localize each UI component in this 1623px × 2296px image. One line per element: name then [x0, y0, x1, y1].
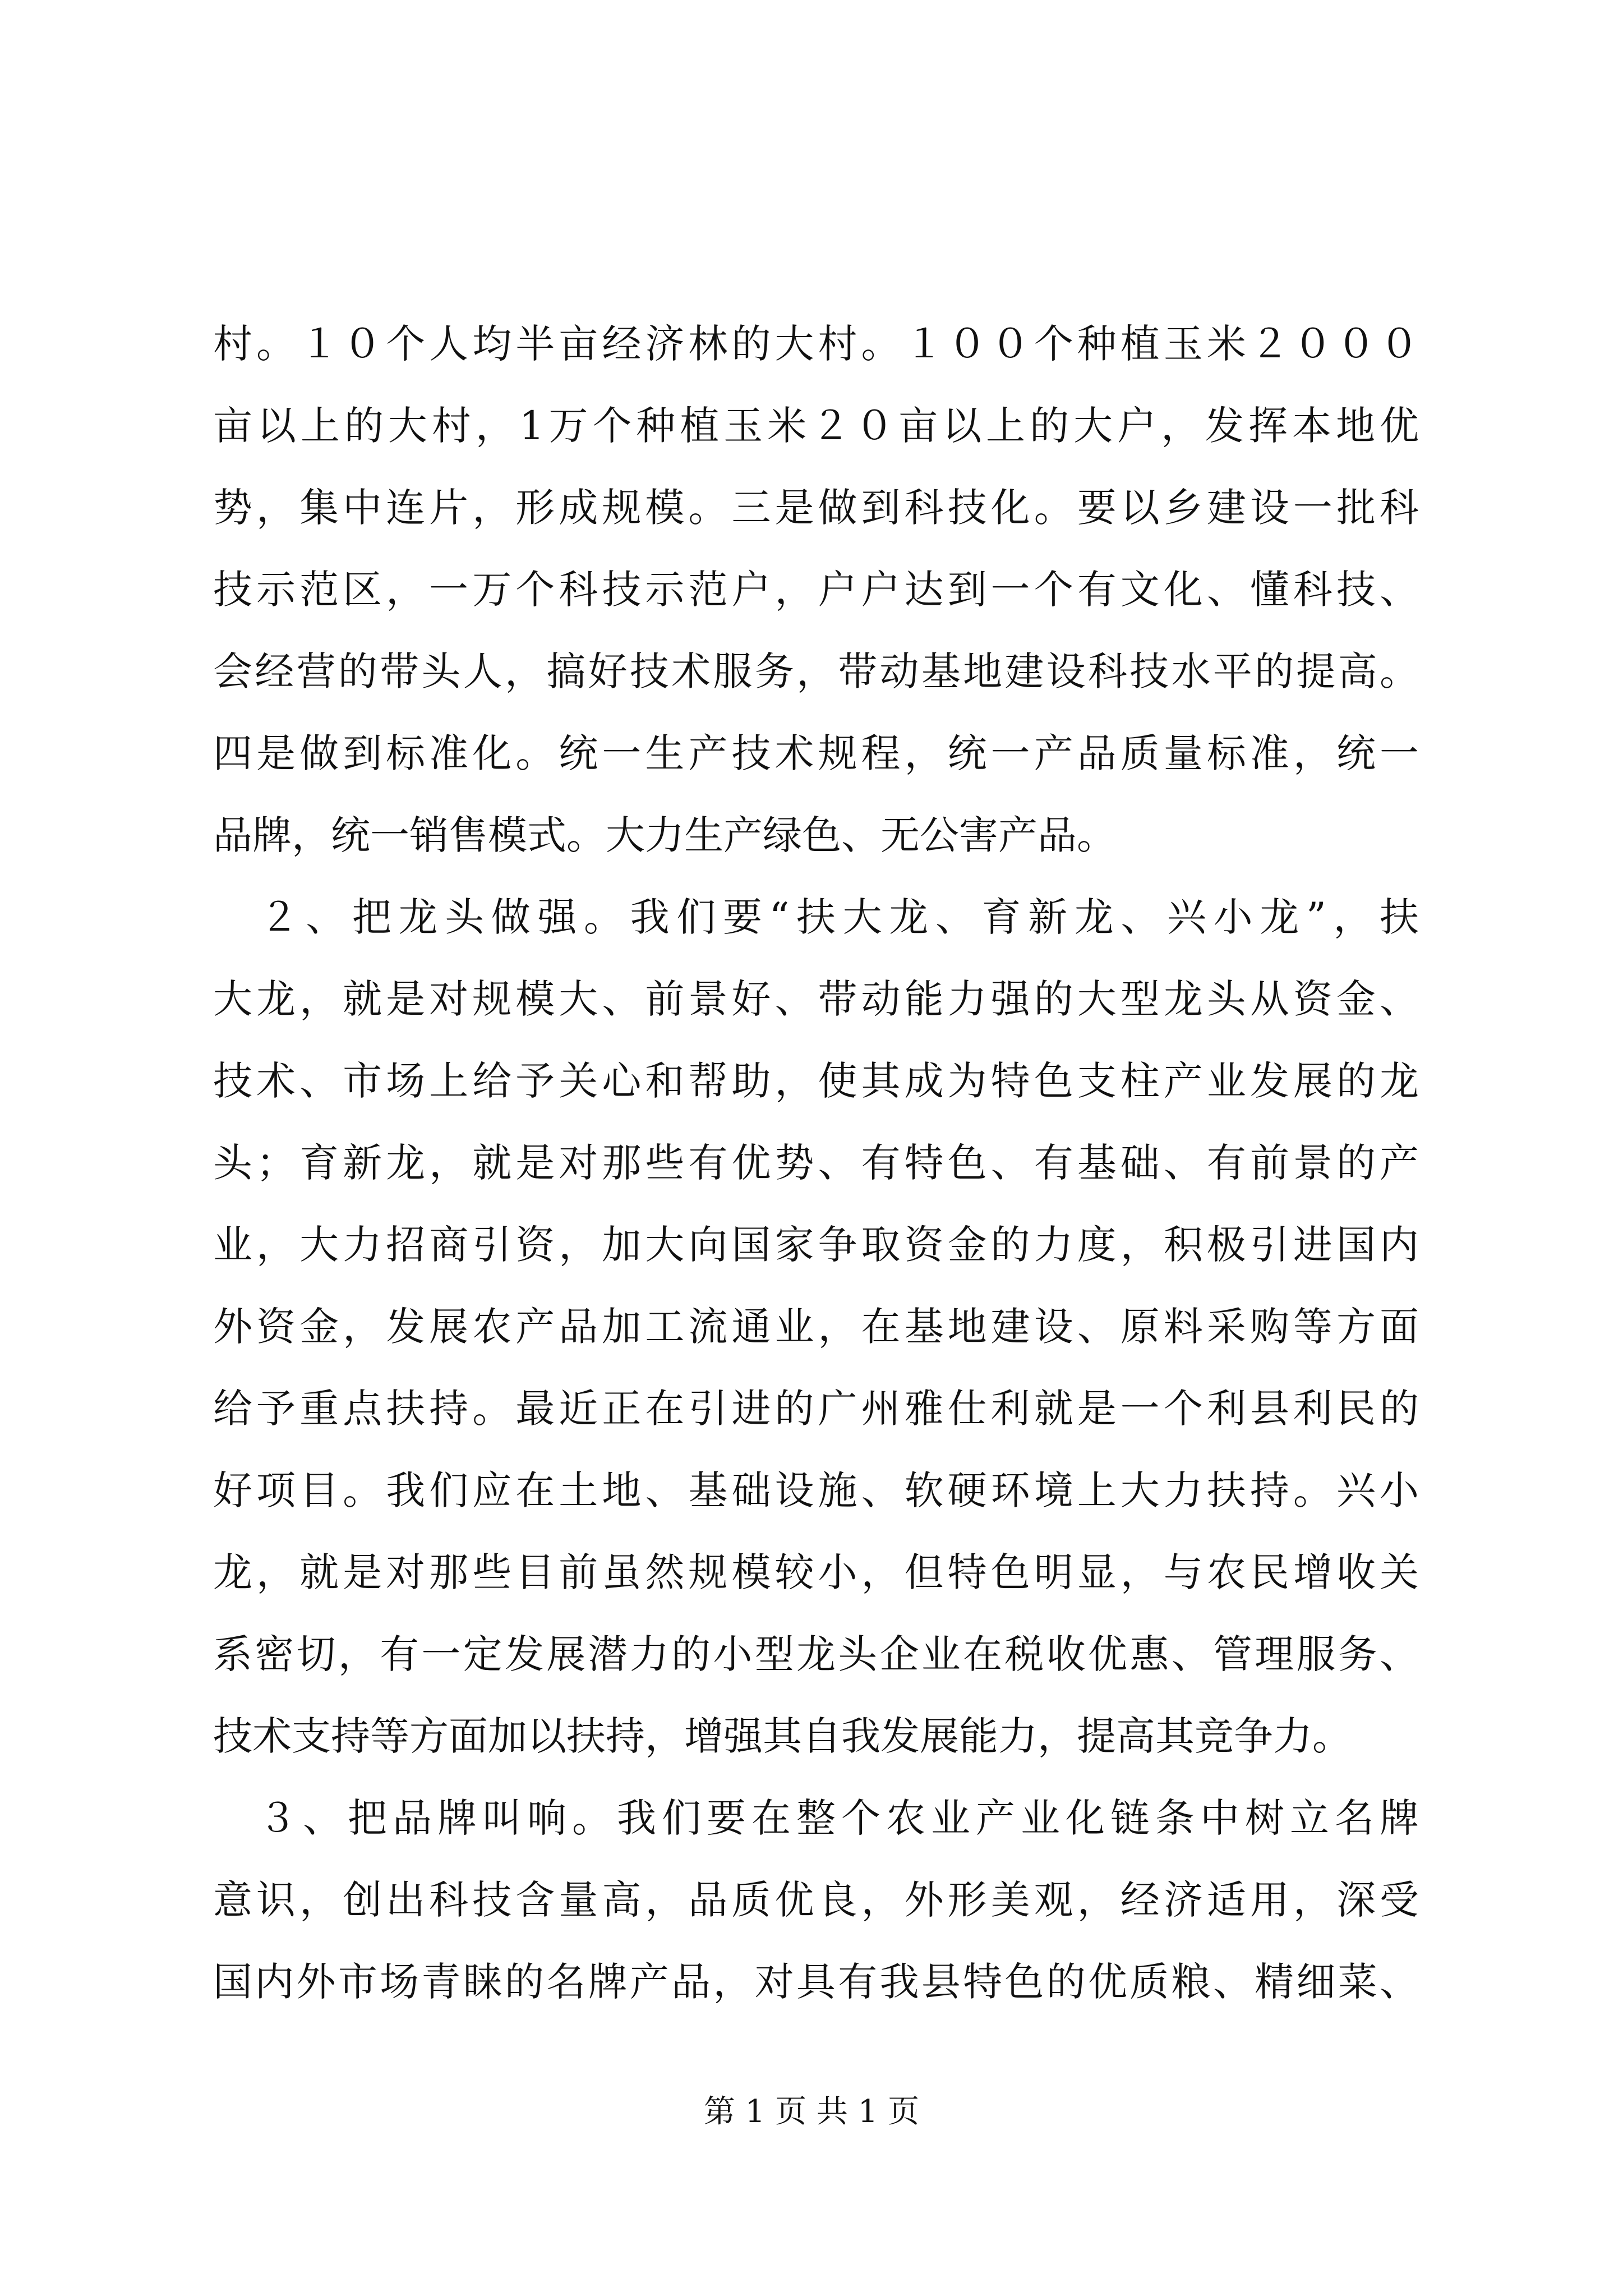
text-line-19: ３、把品牌叫响。我们要在整个农业产业化链条中树立名牌	[213, 1795, 1419, 1841]
text-line-20: 意识，创出科技含量高，品质优良，外形美观，经济适用，深受	[213, 1877, 1419, 1923]
text-line-4: 技示范区，一万个科技示范户，户户达到一个有文化、懂科技、	[213, 567, 1419, 613]
text-line-2: 亩以上的大村，1万个种植玉米２０亩以上的大户，发挥本地优	[213, 403, 1419, 449]
text-line-21: 国内外市场青睐的名牌产品，对具有我县特色的优质粮、精细菜、	[213, 1959, 1419, 2005]
text-line-9: 大龙，就是对规模大、前景好、带动能力强的大型龙头从资金、	[213, 976, 1419, 1022]
text-line-8: ２、把龙头做强。我们要“扶大龙、育新龙、兴小龙”，扶	[213, 894, 1419, 940]
text-line-1: 村。１０个人均半亩经济林的大村。１００个种植玉米２０００	[213, 321, 1419, 367]
text-line-15: 好项目。我们应在土地、基础设施、软硬环境上大力扶持。兴小	[213, 1467, 1419, 1513]
text-line-13: 外资金，发展农产品加工流通业，在基地建设、原料采购等方面	[213, 1304, 1419, 1350]
text-line-3: 势，集中连片，形成规模。三是做到科技化。要以乡建设一批科	[213, 485, 1419, 531]
text-line-12: 业，大力招商引资，加大向国家争取资金的力度，积极引进国内	[213, 1222, 1419, 1268]
text-line-7: 品牌，统一销售模式。大力生产绿色、无公害产品。	[213, 812, 1116, 858]
text-line-17: 系密切，有一定发展潜力的小型龙头企业在税收优惠、管理服务、	[213, 1631, 1419, 1677]
text-line-6: 四是做到标准化。统一生产技术规程，统一产品质量标准，统一	[213, 730, 1419, 776]
page-number-label: 第 1 页 共 1 页	[703, 2093, 920, 2130]
page-footer	[0, 2090, 1623, 2134]
text-line-14: 给予重点扶持。最近正在引进的广州雅仕利就是一个利县利民的	[213, 1386, 1419, 1432]
text-line-10: 技术、市场上给予关心和帮助，使其成为特色支柱产业发展的龙	[213, 1058, 1419, 1104]
text-line-11: 头；育新龙，就是对那些有优势、有特色、有基础、有前景的产	[213, 1140, 1419, 1186]
document-body	[213, 303, 1419, 2023]
text-line-16: 龙，就是对那些目前虽然规模较小，但特色明显，与农民增收关	[213, 1549, 1419, 1595]
text-line-5: 会经营的带头人，搞好技术服务，带动基地建设科技水平的提高。	[213, 648, 1419, 694]
text-line-18: 技术支持等方面加以扶持，增强其自我发展能力，提高其竞争力。	[213, 1713, 1352, 1759]
